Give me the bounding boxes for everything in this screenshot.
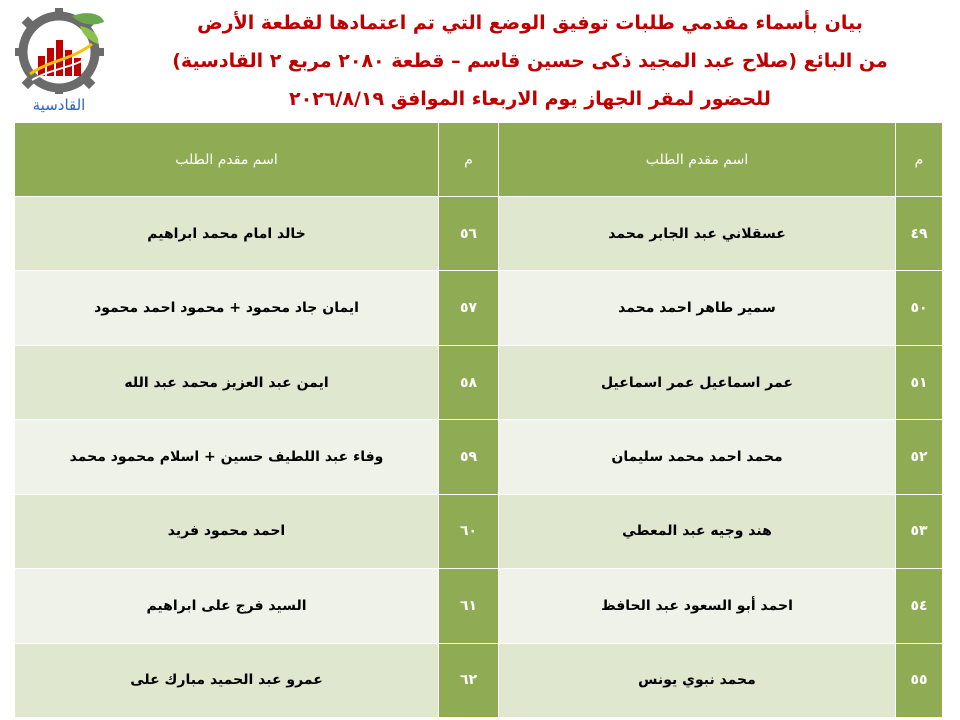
applicant-name: احمد أبو السعود عبد الحافظ	[499, 569, 896, 643]
applicant-name: وفاء عبد اللطيف حسين + اسلام محمود محمد	[15, 420, 439, 494]
applicant-name: عسقلاني عبد الجابر محمد	[499, 197, 896, 271]
row-number: ٥٣	[896, 494, 943, 568]
row-number: ٥٢	[896, 420, 943, 494]
table-header-row	[15, 123, 943, 197]
applicant-name: احمد محمود فريد	[15, 494, 439, 568]
applicant-name: عمرو عبد الحميد مبارك على	[15, 643, 439, 717]
applicant-name: هند وجيه عبد المعطي	[499, 494, 896, 568]
title-line-2: من البائع (صلاح عبد المجيد ذكى حسين قاسم – قطعة ٢٠٨٠ مربع ٢ القادسية)	[172, 50, 888, 72]
logo	[10, 4, 108, 116]
applicant-name: محمد احمد محمد سليمان	[499, 420, 896, 494]
applicant-name: ايمن عبد العزيز محمد عبد الله	[15, 345, 439, 419]
table-row	[15, 494, 943, 568]
table-row	[15, 569, 943, 643]
header-num-1: م	[896, 123, 943, 197]
row-number: ٥٨	[439, 345, 499, 419]
gear-city-logo-icon	[10, 4, 108, 96]
table-row	[15, 420, 943, 494]
row-number: ٥٧	[439, 271, 499, 345]
table-row	[15, 643, 943, 717]
header-num-2: م	[439, 123, 499, 197]
table-row	[15, 197, 943, 271]
row-number: ٥٠	[896, 271, 943, 345]
row-number: ٦٢	[439, 643, 499, 717]
header-name-1: اسم مقدم الطلب	[499, 123, 896, 197]
applicant-name: ايمان جاد محمود + محمود احمد محمود	[15, 271, 439, 345]
applicants-table	[14, 122, 943, 718]
row-number: ٥٤	[896, 569, 943, 643]
row-number: ٥١	[896, 345, 943, 419]
page-title	[110, 4, 950, 118]
title-line-3: للحضور لمقر الجهاز يوم الاربعاء الموافق ٢٠٢٦/٨/١٩	[289, 88, 771, 110]
row-number: ٤٩	[896, 197, 943, 271]
row-number: ٥٩	[439, 420, 499, 494]
applicant-name: عمر اسماعيل عمر اسماعيل	[499, 345, 896, 419]
applicant-name: سمير طاهر احمد محمد	[499, 271, 896, 345]
table-row	[15, 271, 943, 345]
row-number: ٦١	[439, 569, 499, 643]
applicant-name: محمد نبوي يونس	[499, 643, 896, 717]
row-number: ٥٦	[439, 197, 499, 271]
table-row	[15, 345, 943, 419]
title-line-1: بيان بأسماء مقدمي طلبات توفيق الوضع التي تم اعتمادها لقطعة الأرض	[197, 12, 863, 34]
row-number: ٥٥	[896, 643, 943, 717]
logo-caption: القادسية	[32, 96, 86, 114]
row-number: ٦٠	[439, 494, 499, 568]
applicant-name: خالد امام محمد ابراهيم	[15, 197, 439, 271]
header-name-2: اسم مقدم الطلب	[15, 123, 439, 197]
applicant-name: السيد فرج على ابراهيم	[15, 569, 439, 643]
